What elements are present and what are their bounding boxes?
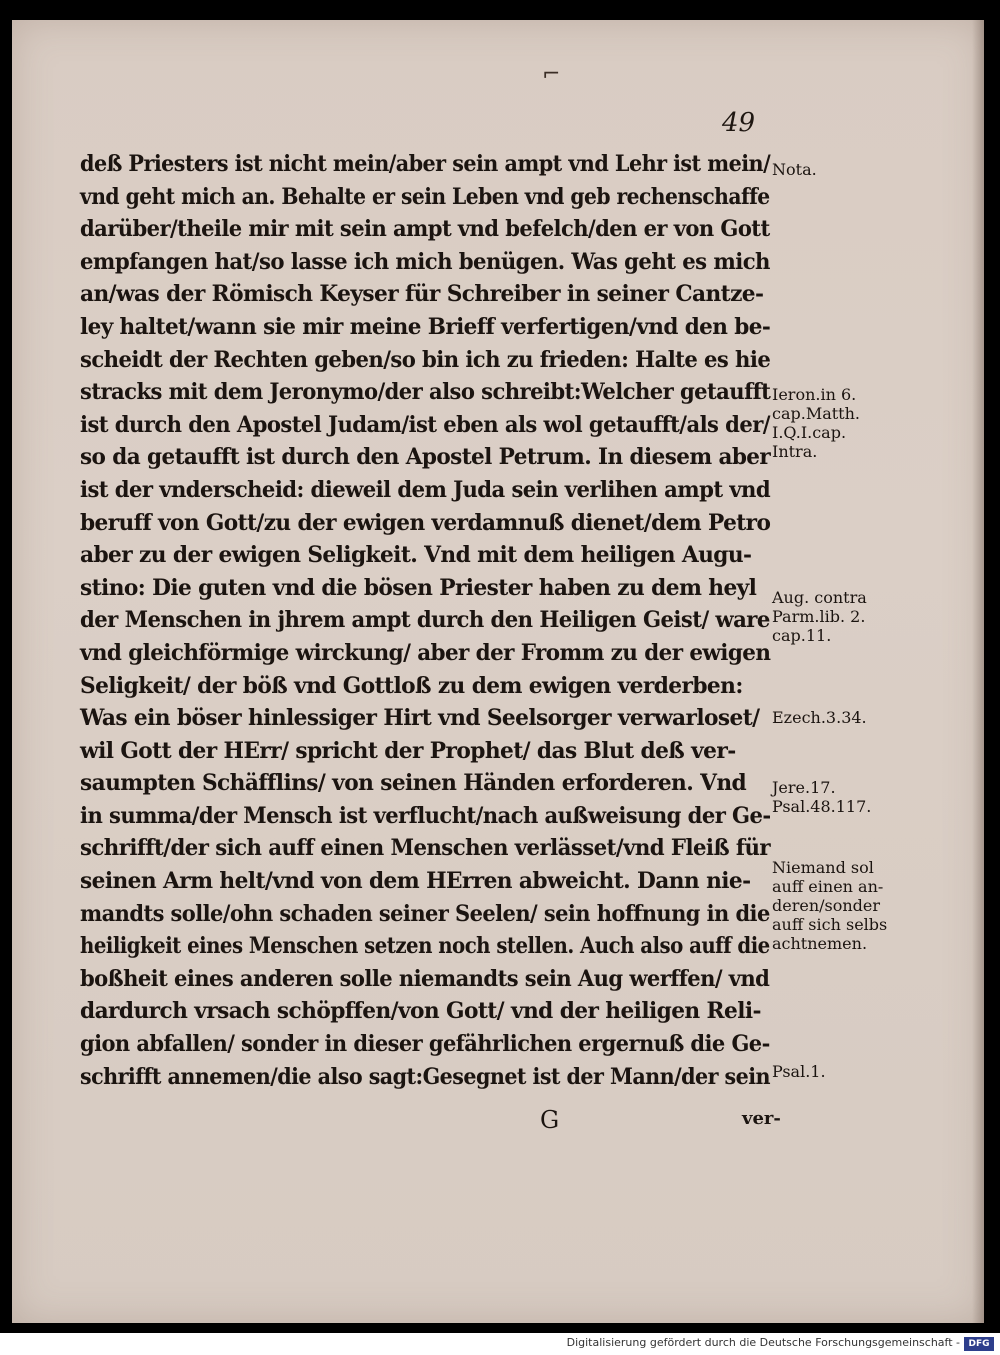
text-line: der Menschen in jhrem ampt durch den Heiligen Geist/ ware [80,607,770,634]
text-line: vnd geht mich an. Behalte er sein Leben vnd geb rechenschaffe [80,183,770,210]
text-line: ley haltet/wann sie mir meine Brieff verfertigen/vnd den be- [80,313,771,340]
margin-note-line: Parm.lib. 2. [772,607,866,626]
margin-note-line: Intra. [772,442,818,461]
margin-note-line: cap.Matth. [772,404,860,423]
text-line: aber zu der ewigen Seligkeit. Vnd mit dem heiligen Augu- [80,542,752,569]
text-line: in summa/der Mensch ist verflucht/nach außweisung der Ge- [80,802,771,829]
margin-note-niemand [772,858,952,953]
text-line: beruff von Gott/zu der ewigen verdamnuß dienet/dem Petro [80,509,771,536]
text-line: ist durch den Apostel Judam/ist eben als wol getaufft/als der/ [80,411,770,438]
text-line: wil Gott der HErr/ spricht der Prophet/ das Blut deß ver- [80,737,736,764]
dfg-logo: DFG [964,1337,994,1351]
margin-note-line: Psal.48.117. [772,797,872,816]
margin-note-line: Ezech.3.34. [772,708,867,727]
text-line: mandts solle/ohn schaden seiner Seelen/ sein hoffnung in die [80,900,770,927]
margin-note-psal [772,1062,952,1081]
text-line: empfangen hat/so lasse ich mich benügen. Was geht es mich [80,248,770,275]
text-line: stino: Die guten vnd die bösen Priester haben zu dem heyl [80,574,757,601]
footer-bar [0,1333,1000,1355]
margin-note-line: Niemand sol [772,858,874,877]
text-line: stracks mit dem Jeronymo/der also schreibt:Welcher getaufft [80,379,771,406]
funding-credit: Digitalisierung gefördert durch die Deutsche Forschungsgemeinschaft - [566,1336,960,1349]
ink-blot: ⌐ [542,62,561,87]
margin-note-line: Aug. contra [772,588,867,607]
text-line: seinen Arm helt/vnd von dem HErren abweicht. Dann nie- [80,868,751,895]
text-line: boßheit eines anderen solle niemandts sein Aug werffen/ vnd [80,965,770,992]
margin-note-line: deren/sonder [772,896,881,915]
text-line: vnd gleichförmige wirckung/ aber der Fromm zu der ewigen [80,639,771,666]
text-line: ist der vnderscheid: dieweil dem Juda sein verlihen ampt vnd [80,476,771,503]
margin-note-line: Jere.17. [772,778,836,797]
text-line: darüber/theile mir mit sein ampt vnd befelch/den er von Gott [80,216,770,243]
page-edge-shadow [972,20,984,1323]
margin-note-line: Ieron.in 6. [772,385,857,404]
margin-note-nota [772,160,952,179]
body-text [80,148,780,1093]
margin-note-ieron [772,385,952,461]
margin-note-jere [772,778,952,816]
margin-note-aug [772,588,952,645]
margin-note-line: auff einen an- [772,877,884,896]
text-line: schrifft annemen/die also sagt:Gesegnet ist der Mann/der sein [80,1063,770,1090]
text-line: Was ein böser hinlessiger Hirt vnd Seelsorger verwarloset/ [80,705,760,732]
text-line: dardurch vrsach schöpffen/von Gott/ vnd der heiligen Reli- [80,998,761,1025]
margin-note-line: cap.11. [772,626,832,645]
text-line: Seligkeit/ der böß vnd Gottloß zu dem ewigen verderben: [80,672,743,699]
catchword: ver- [742,1108,781,1129]
book-page [12,20,984,1323]
text-line: deß Priesters ist nicht mein/aber sein ampt vnd Lehr ist mein/ [80,151,771,177]
text-line: scheidt der Rechten geben/so bin ich zu frieden: Halte es hie [80,346,771,373]
margin-note-line: auff sich selbs [772,915,888,934]
margin-note-line: Nota. [772,160,817,179]
margin-note-line: Psal.1. [772,1062,826,1081]
page-number: 49 [722,108,756,138]
margin-note-line: I.Q.I.cap. [772,423,847,442]
margin-note-ezech [772,708,952,727]
text-line: so da getaufft ist durch den Apostel Petrum. In diesem aber [80,444,771,471]
text-line: schrifft/der sich auff einen Menschen verlässet/vnd Fleiß für [80,835,771,862]
margin-note-line: achtnemen. [772,934,868,953]
text-line: heiligkeit eines Menschen setzen noch stellen. Auch also auff die [80,933,770,960]
signature-mark: G [540,1106,560,1134]
text-line: saumpten Schäfflins/ von seinen Händen erforderen. Vnd [80,770,747,797]
text-line: an/was der Römisch Keyser für Schreiber in seiner Cantze- [80,281,764,308]
text-line: gion abfallen/ sonder in dieser gefährlichen ergernuß die Ge- [80,1031,770,1058]
